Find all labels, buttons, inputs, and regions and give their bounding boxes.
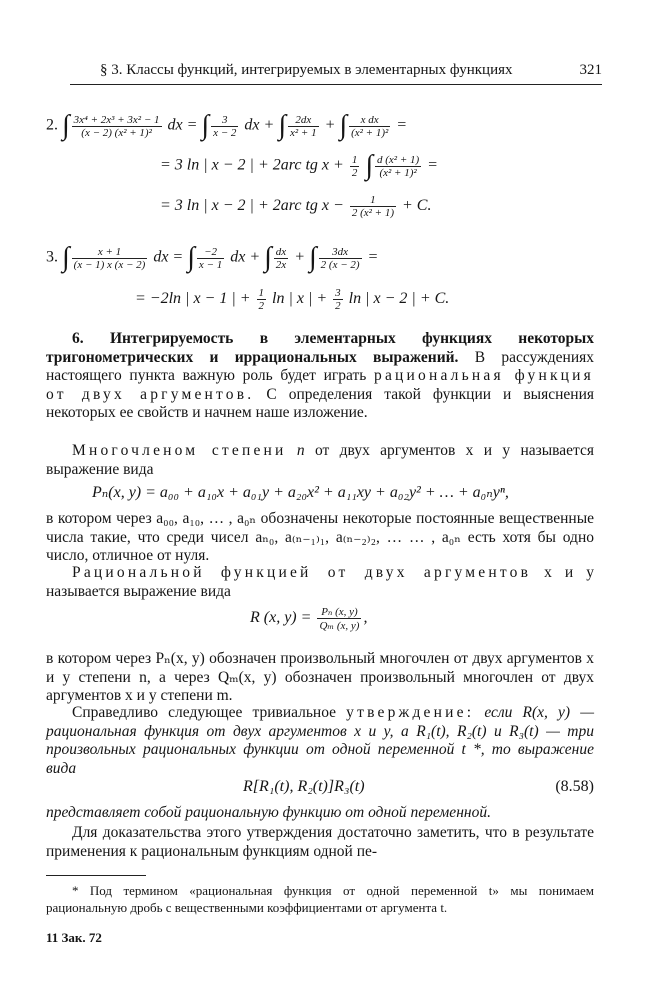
footnote: * Под термином «рациональная функция от одной переменной t» мы понимаем рациональную дробь с вещественными коэффициентами от аргумента t.: [46, 883, 594, 915]
example-3-line-2: = −2ln | x − 1 | + $\frac{1}{2}$ ln | x | + $\frac{3}{2}$ ln | x − 2 | + C.: [135, 287, 450, 312]
section-6-paragraph: 6. Интегрируемость в элементарных функциях некоторых тригонометрических и иррациональных выражений. В рассуждениях настоящего пункта важную роль будет играть рациональная функция от двух аргументов. С определения такой функции и выяснения некоторых ее свойств и начнем наше изложение.: [46, 330, 595, 422]
integral-sign: ∫: [308, 242, 317, 273]
section-6-heading: 6. Интегрируемость в элементарных функциях некоторых тригонометрических и иррациональных выражений.: [46, 330, 594, 366]
statement-paragraph: Справедливо следующее тривиальное утверждение: если R(x, y) — рациональная функция от двух аргументов x и y, а R₁(t), R₂(t) и R₃(t) — три произвольных рациональных функции от одной переменной t *, то выражение вида: [46, 704, 594, 777]
ex2-half: $\frac{1}{2}$: [351, 153, 358, 179]
example-2-label: 2.: [46, 116, 58, 134]
ex2-fraction-4: $\frac{\text{d (x² + 1)}}{\text{(x² + 1)²}}$: [376, 153, 420, 179]
ex2-fraction-main: $\frac{\text{3x⁴ + 2x³ + 3x² − 1}}{\text{(x − 2) (x² + 1)²}}$: [73, 113, 160, 139]
integral-sign: ∫: [187, 242, 195, 273]
integral-sign: ∫: [339, 110, 348, 141]
header-rule: [70, 84, 602, 85]
ex3-fraction-1: $\frac{-2}{x - 1}$: [198, 245, 223, 271]
example-3-line-1: 3. ∫ $\frac{x + 1}{(x - 1) x (x - 2)}$ dx = ∫ $\frac{-2}{x - 1}$ dx + ∫ $\frac{dx}{2x}$ + ∫ $\frac{3dx}{2 (x - 2)}$ =: [46, 242, 379, 273]
example-2-line-1: 2. ∫ $\frac{\text{3x⁴ + 2x³ + 3x² − 1}}{\text{(x − 2) (x² + 1)²}}$ dx = ∫ $\frac{3}{x - 2}$ dx + ∫ $\frac{2dx}{\text{x² + 1}}$ + ∫ $\frac{\text{x dx}}{\text{(x² + 1)²}}$ =: [46, 110, 408, 141]
example-2-line-3: = 3 ln | x − 2 | + 2arc tg x − $\frac{1}{\text{2 (x² + 1)}}$ + C.: [160, 194, 432, 219]
ex3-half-2: $\frac{3}{2}$: [335, 287, 341, 312]
example-2-line-2: = 3 ln | x − 2 | + 2arc tg x + $\frac{1}{2}$ ∫ $\frac{\text{d (x² + 1)}}{\text{(x² + 1)²}}$ =: [160, 150, 438, 181]
printer-signature: 11 Зак. 72: [46, 930, 102, 945]
statement-conclusion: представляет собой рациональную функцию от одной переменной.: [46, 804, 491, 821]
polynomial-coefficients-text: в котором через a₀₀, a₁₀, … , a₀ₙ обозначены некоторые постоянные вещественные числа такие, что среди чисел aₙ₀, a₍ₙ₋₁₎₁, a₍ₙ₋₂₎₂, … … , a₀ₙ есть хотя бы одно число, отличное от нуля.: [46, 510, 594, 565]
equation-number: (8.58): [555, 778, 594, 795]
rational-function-definition: Рациональной функцией от двух аргументов x и y называется выражение вида: [46, 564, 595, 600]
rational-fraction: $\frac{\text{Pₙ (x, y)}}{\text{Qₘ (x, y)}}$: [319, 606, 360, 632]
footnote-rule: [46, 875, 146, 876]
running-header: [70, 62, 602, 82]
integral-sign: ∫: [264, 242, 272, 273]
integral-sign: ∫: [62, 110, 70, 141]
ex3-fraction-3: $\frac{3dx}{2 (x - 2)}$: [320, 245, 360, 271]
ex3-half-1: $\frac{1}{2}$: [258, 287, 265, 312]
ex2-fraction-3: $\frac{\text{x dx}}{\text{(x² + 1)²}}$: [351, 113, 389, 139]
ex2-fraction-1: $\frac{3}{x - 2}$: [213, 113, 237, 139]
page-number: 321: [579, 62, 602, 78]
integral-sign: ∫: [365, 150, 373, 181]
proof-paragraph: Для доказательства этого утверждения достаточно заметить, что в результате применения к рациональным функциям одной пе-: [46, 824, 594, 860]
example-3-label: 3.: [46, 248, 58, 266]
polynomial-definition: Многочленом степени n от двух аргументов x и y называется выражение вида: [46, 442, 595, 478]
ex2-fraction-5: $\frac{1}{\text{2 (x² + 1)}}$: [351, 194, 394, 219]
ex2-fraction-2: $\frac{2dx}{\text{x² + 1}}$: [289, 113, 317, 139]
rational-formula: R (x, y) = $\frac{\text{Pₙ (x, y)}}{\text{Qₘ (x, y)}}$ ,: [250, 606, 368, 632]
integral-sign: ∫: [278, 110, 286, 141]
polynomial-formula: Pₙ(x, y) = a₀₀ + a₁₀x + a₀₁y + a₂₀x² + a₁₁xy + a₀₂y² + … + a₀ₙyⁿ,: [92, 484, 509, 501]
rational-definition-text: в котором через Pₙ(x, y) обозначен произвольный многочлен от двух аргументов x и y степени n, а через Qₘ(x, y) обозначен произвольный многочлен от двух аргументов x и y степени m.: [46, 650, 594, 705]
statement-formula: R[R₁(t), R₂(t)]R₃(t): [243, 778, 365, 795]
ex3-fraction-2: $\frac{dx}{2x}$: [275, 245, 287, 271]
integral-sign: ∫: [201, 110, 210, 141]
integral-sign: ∫: [62, 242, 70, 273]
header-title: § 3. Классы функций, интегрируемых в элементарных функциях: [100, 62, 513, 78]
ex3-fraction-main: $\frac{x + 1}{(x - 1) x (x - 2)}$: [73, 245, 146, 271]
